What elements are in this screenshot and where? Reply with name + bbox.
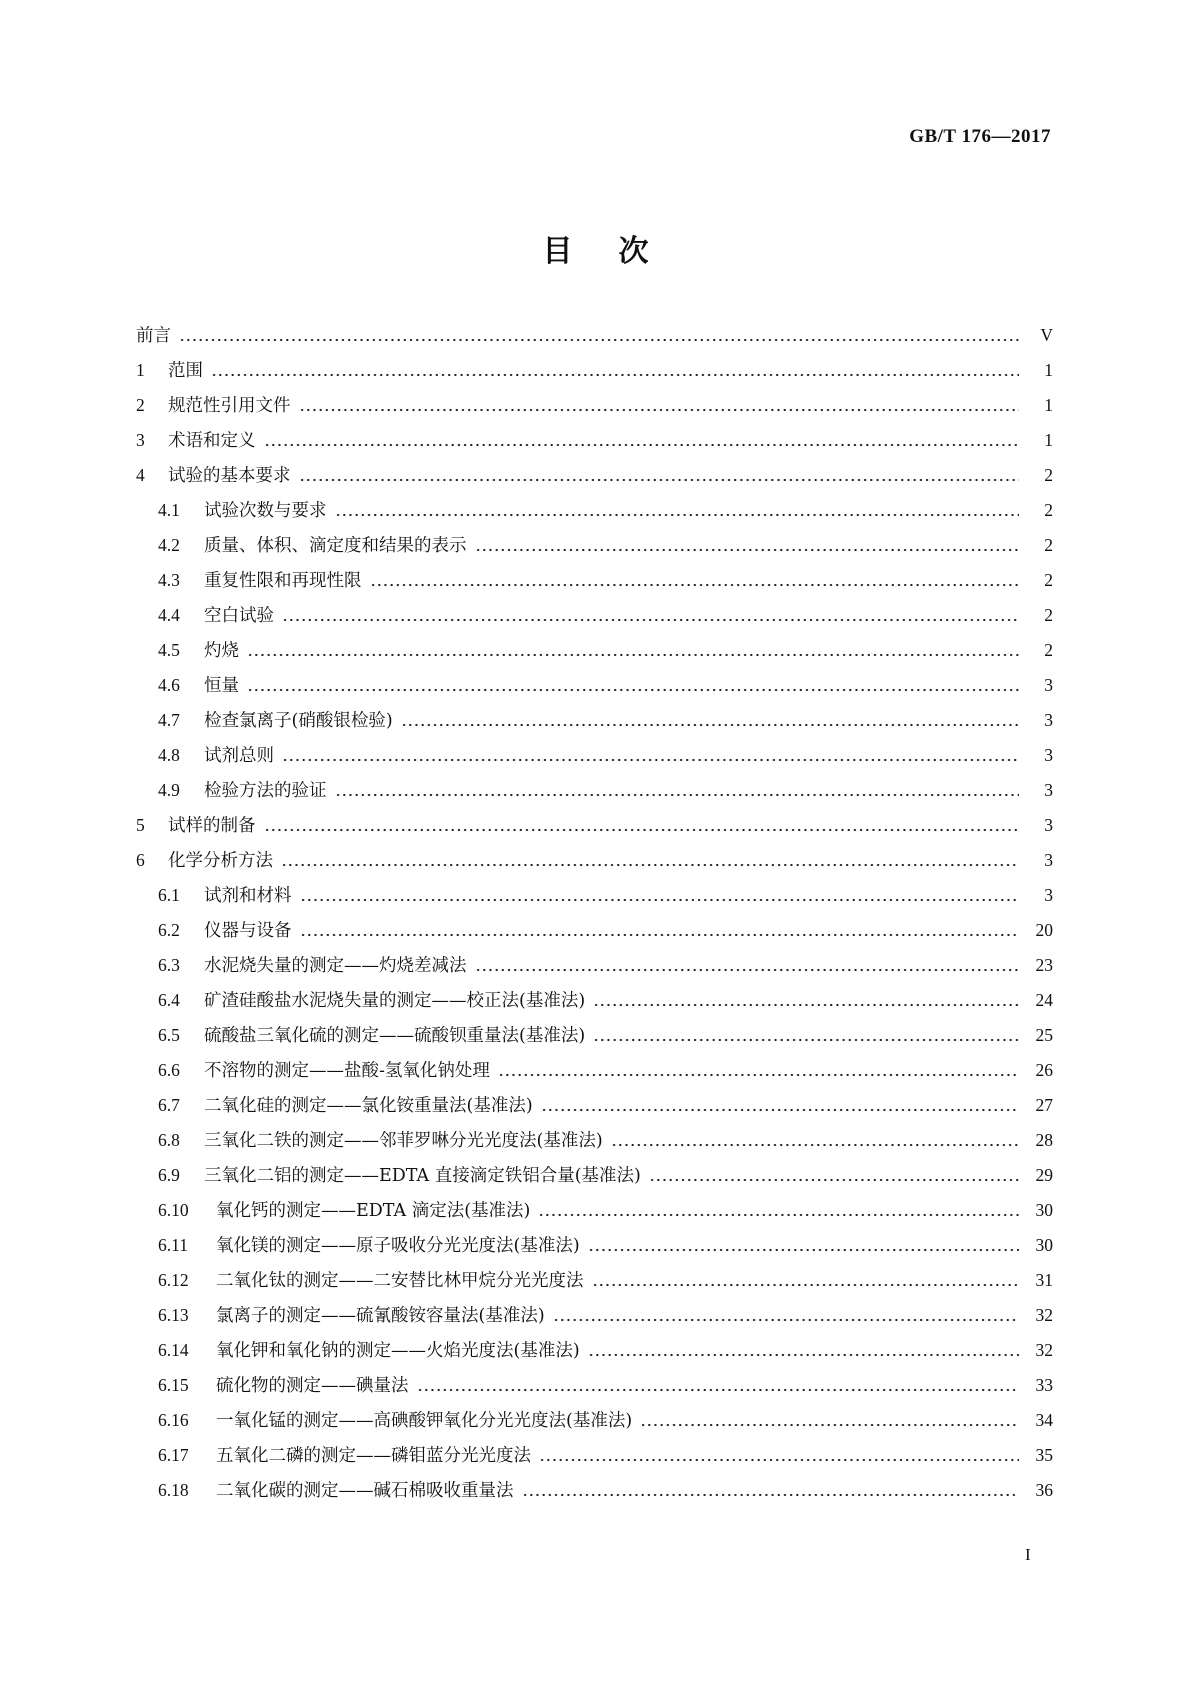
toc-entry[interactable] bbox=[136, 847, 1053, 882]
toc-entry-page: 1 bbox=[1044, 430, 1053, 450]
toc-entry-label: 氧化钙的测定——EDTA 滴定法(基准法) bbox=[216, 1201, 531, 1221]
toc-entry[interactable] bbox=[136, 707, 1053, 742]
toc-entry-number: 6.3 bbox=[158, 955, 180, 975]
toc-entry-label: 范围 bbox=[168, 361, 203, 381]
dot-leader bbox=[592, 1279, 1020, 1291]
dot-leader bbox=[475, 964, 1020, 976]
toc-entry-page: 32 bbox=[1035, 1340, 1053, 1360]
dot-leader bbox=[538, 1209, 1019, 1221]
toc-entry-number: 4.4 bbox=[158, 605, 180, 625]
toc-entry-number: 6.7 bbox=[158, 1095, 180, 1115]
toc-entry-number: 1 bbox=[136, 360, 145, 380]
dot-leader bbox=[211, 369, 1019, 381]
toc-entry-page: 24 bbox=[1035, 990, 1053, 1010]
toc-entry-page: 23 bbox=[1035, 955, 1053, 975]
toc-entry[interactable] bbox=[136, 952, 1053, 987]
toc-entry[interactable] bbox=[136, 917, 1053, 952]
toc-entry-label: 术语和定义 bbox=[168, 431, 256, 451]
toc-entry-label: 空白试验 bbox=[204, 606, 274, 626]
toc-entry[interactable] bbox=[136, 567, 1053, 602]
dot-leader bbox=[335, 509, 1020, 521]
toc-entry-number: 4.3 bbox=[158, 570, 180, 590]
toc-entry-label: 试验次数与要求 bbox=[204, 501, 327, 521]
toc-entry[interactable] bbox=[136, 392, 1053, 427]
toc-entry-label: 重复性限和再现性限 bbox=[204, 571, 362, 591]
dot-leader bbox=[282, 614, 1019, 626]
dot-leader bbox=[541, 1104, 1019, 1116]
toc-entry-page: 28 bbox=[1035, 1130, 1053, 1150]
dot-leader bbox=[588, 1244, 1019, 1256]
dot-leader bbox=[539, 1454, 1019, 1466]
dot-leader bbox=[522, 1489, 1020, 1501]
toc-entry[interactable] bbox=[136, 1057, 1053, 1092]
dot-leader bbox=[335, 789, 1020, 801]
toc-entry-label: 水泥烧失量的测定——灼烧差减法 bbox=[204, 956, 467, 976]
toc-entry-number: 4.1 bbox=[158, 500, 180, 520]
toc-entry[interactable] bbox=[136, 1197, 1053, 1232]
toc-entry[interactable] bbox=[136, 322, 1053, 357]
toc-entry-number: 6.11 bbox=[158, 1235, 188, 1255]
dot-leader bbox=[640, 1419, 1019, 1431]
dot-leader bbox=[649, 1174, 1019, 1186]
toc-entry[interactable] bbox=[136, 532, 1053, 567]
toc-entry[interactable] bbox=[136, 1267, 1053, 1302]
toc-entry-number: 6.18 bbox=[158, 1480, 189, 1500]
toc-entry[interactable] bbox=[136, 1092, 1053, 1127]
toc-entry-label: 氧化镁的测定——原子吸收分光光度法(基准法) bbox=[216, 1236, 580, 1256]
toc-entry-number: 3 bbox=[136, 430, 145, 450]
toc-entry-number: 4.9 bbox=[158, 780, 180, 800]
toc-entry-page: 30 bbox=[1035, 1200, 1053, 1220]
page-title: 目次 bbox=[542, 234, 695, 269]
toc-entry-number: 6.17 bbox=[158, 1445, 189, 1465]
standard-code: GB/T 176—2017 bbox=[909, 126, 1051, 147]
toc-entry-page: 35 bbox=[1035, 1445, 1053, 1465]
toc-entry-label: 恒量 bbox=[204, 676, 239, 696]
toc-entry-page: 33 bbox=[1035, 1375, 1053, 1395]
toc-entry[interactable] bbox=[136, 882, 1053, 917]
toc-entry-page: 2 bbox=[1044, 500, 1053, 520]
toc-entry[interactable] bbox=[136, 1477, 1053, 1512]
toc-entry-page: 29 bbox=[1035, 1165, 1053, 1185]
dot-leader bbox=[370, 579, 1020, 591]
toc-entry-number: 6.1 bbox=[158, 885, 180, 905]
toc-entry-page: 2 bbox=[1044, 465, 1053, 485]
toc-entry-page: 36 bbox=[1035, 1480, 1053, 1500]
toc-entry[interactable] bbox=[136, 987, 1053, 1022]
dot-leader bbox=[282, 754, 1019, 766]
toc-entry-label: 二氧化碳的测定——碱石棉吸收重量法 bbox=[216, 1481, 514, 1501]
dot-leader bbox=[300, 894, 1020, 906]
dot-leader bbox=[593, 1034, 1019, 1046]
toc-entry[interactable] bbox=[136, 357, 1053, 392]
dot-leader bbox=[281, 859, 1019, 871]
toc-entry-label: 硫化物的测定——碘量法 bbox=[216, 1376, 409, 1396]
toc-entry-page: 27 bbox=[1035, 1095, 1053, 1115]
toc-entry-number: 4.8 bbox=[158, 745, 180, 765]
dot-leader bbox=[247, 649, 1019, 661]
toc-entry-number: 4 bbox=[136, 465, 145, 485]
toc-entry-page: 34 bbox=[1035, 1410, 1053, 1430]
toc-entry-page: 3 bbox=[1044, 780, 1053, 800]
toc-entry-page: 3 bbox=[1044, 850, 1053, 870]
toc-entry-page: 31 bbox=[1035, 1270, 1053, 1290]
dot-leader bbox=[475, 544, 1020, 556]
toc-entry-label: 三氧化二铁的测定——邻菲罗啉分光光度法(基准法) bbox=[204, 1131, 603, 1151]
dot-leader bbox=[417, 1384, 1020, 1396]
dot-leader bbox=[553, 1314, 1019, 1326]
toc-entry-page: 2 bbox=[1044, 605, 1053, 625]
toc-entry-page: 2 bbox=[1044, 640, 1053, 660]
toc-entry[interactable] bbox=[136, 742, 1053, 777]
toc-entry[interactable] bbox=[136, 1372, 1053, 1407]
toc-entry[interactable] bbox=[136, 1407, 1053, 1442]
toc-entry-page: 30 bbox=[1035, 1235, 1053, 1255]
toc-entry-number: 6.10 bbox=[158, 1200, 189, 1220]
toc-entry-page: 25 bbox=[1035, 1025, 1053, 1045]
toc-entry-number: 6.14 bbox=[158, 1340, 189, 1360]
table-of-contents bbox=[136, 322, 1053, 1512]
toc-entry-label: 检查氯离子(硝酸银检验) bbox=[204, 711, 393, 731]
dot-leader bbox=[300, 929, 1020, 941]
toc-entry-label: 五氧化二磷的测定——磷钼蓝分光光度法 bbox=[216, 1446, 531, 1466]
toc-entry-page: 3 bbox=[1044, 885, 1053, 905]
dot-leader bbox=[401, 719, 1019, 731]
dot-leader bbox=[264, 439, 1020, 451]
toc-entry-label: 化学分析方法 bbox=[168, 851, 273, 871]
toc-entry-page: 26 bbox=[1035, 1060, 1053, 1080]
toc-entry-number: 6.8 bbox=[158, 1130, 180, 1150]
dot-leader bbox=[611, 1139, 1019, 1151]
toc-entry[interactable] bbox=[136, 672, 1053, 707]
toc-entry-page: 32 bbox=[1035, 1305, 1053, 1325]
toc-entry-number: 6.15 bbox=[158, 1375, 189, 1395]
toc-entry-label: 三氧化二铝的测定——EDTA 直接滴定铁铝合量(基准法) bbox=[204, 1166, 641, 1186]
toc-entry-label: 质量、体积、滴定度和结果的表示 bbox=[204, 536, 467, 556]
toc-entry-page: 3 bbox=[1044, 745, 1053, 765]
toc-entry[interactable] bbox=[136, 1442, 1053, 1477]
toc-entry-number: 6.6 bbox=[158, 1060, 180, 1080]
toc-entry-label: 试剂和材料 bbox=[204, 886, 292, 906]
toc-entry-page: 20 bbox=[1035, 920, 1053, 940]
toc-entry[interactable] bbox=[136, 1127, 1053, 1162]
toc-entry-label: 氧化钾和氧化钠的测定——火焰光度法(基准法) bbox=[216, 1341, 580, 1361]
toc-entry-number: 4.6 bbox=[158, 675, 180, 695]
toc-entry-label: 试验的基本要求 bbox=[168, 466, 291, 486]
dot-leader bbox=[264, 824, 1020, 836]
toc-entry[interactable] bbox=[136, 427, 1053, 462]
toc-entry[interactable] bbox=[136, 777, 1053, 812]
toc-entry-label: 二氧化硅的测定——氯化铵重量法(基准法) bbox=[204, 1096, 533, 1116]
toc-entry-label: 一氧化锰的测定——高碘酸钾氧化分光光度法(基准法) bbox=[216, 1411, 633, 1431]
toc-entry-label: 仪器与设备 bbox=[204, 921, 292, 941]
toc-entry-number: 4.2 bbox=[158, 535, 180, 555]
toc-entry-number: 4.5 bbox=[158, 640, 180, 660]
toc-entry[interactable] bbox=[136, 1162, 1053, 1197]
toc-entry-number: 2 bbox=[136, 395, 145, 415]
toc-entry-label: 硫酸盐三氧化硫的测定——硫酸钡重量法(基准法) bbox=[204, 1026, 586, 1046]
toc-entry-page: 1 bbox=[1044, 360, 1053, 380]
toc-entry-number: 6.9 bbox=[158, 1165, 180, 1185]
toc-entry-label: 规范性引用文件 bbox=[168, 396, 291, 416]
toc-entry[interactable] bbox=[136, 462, 1053, 497]
toc-entry-number: 4.7 bbox=[158, 710, 180, 730]
toc-entry[interactable] bbox=[136, 1232, 1053, 1267]
toc-entry-label: 检验方法的验证 bbox=[204, 781, 327, 801]
toc-entry-number: 6.4 bbox=[158, 990, 180, 1010]
toc-entry-page: V bbox=[1040, 325, 1053, 345]
page-number: I bbox=[1025, 1545, 1031, 1564]
toc-entry-number: 6.12 bbox=[158, 1270, 189, 1290]
dot-leader bbox=[498, 1069, 1019, 1081]
toc-entry-label: 矿渣硅酸盐水泥烧失量的测定——校正法(基准法) bbox=[204, 991, 586, 1011]
toc-entry-page: 2 bbox=[1044, 535, 1053, 555]
toc-entry-label: 灼烧 bbox=[204, 641, 239, 661]
toc-entry[interactable] bbox=[136, 1337, 1053, 1372]
toc-entry-label: 前言 bbox=[136, 326, 171, 346]
dot-leader bbox=[588, 1349, 1019, 1361]
toc-entry-label: 二氧化钛的测定——二安替比林甲烷分光光度法 bbox=[216, 1271, 584, 1291]
toc-entry-number: 5 bbox=[136, 815, 145, 835]
dot-leader bbox=[179, 334, 1019, 346]
toc-entry[interactable] bbox=[136, 1022, 1053, 1057]
toc-entry[interactable] bbox=[136, 497, 1053, 532]
toc-entry-number: 6.13 bbox=[158, 1305, 189, 1325]
toc-entry-number: 6 bbox=[136, 850, 145, 870]
toc-entry-page: 3 bbox=[1044, 710, 1053, 730]
toc-entry-page: 1 bbox=[1044, 395, 1053, 415]
dot-leader bbox=[593, 999, 1019, 1011]
toc-entry-page: 3 bbox=[1044, 815, 1053, 835]
toc-entry[interactable] bbox=[136, 1302, 1053, 1337]
toc-entry-number: 6.16 bbox=[158, 1410, 189, 1430]
toc-entry-number: 6.2 bbox=[158, 920, 180, 940]
toc-entry[interactable] bbox=[136, 637, 1053, 672]
toc-entry-label: 试样的制备 bbox=[168, 816, 256, 836]
dot-leader bbox=[299, 404, 1020, 416]
toc-entry-label: 氯离子的测定——硫氰酸铵容量法(基准法) bbox=[216, 1306, 545, 1326]
toc-entry-page: 3 bbox=[1044, 675, 1053, 695]
dot-leader bbox=[299, 474, 1020, 486]
dot-leader bbox=[247, 684, 1019, 696]
toc-entry[interactable] bbox=[136, 812, 1053, 847]
toc-entry-page: 2 bbox=[1044, 570, 1053, 590]
toc-entry[interactable] bbox=[136, 602, 1053, 637]
toc-entry-number: 6.5 bbox=[158, 1025, 180, 1045]
toc-entry-label: 试剂总则 bbox=[204, 746, 274, 766]
toc-entry-label: 不溶物的测定——盐酸-氢氧化钠处理 bbox=[204, 1061, 490, 1081]
